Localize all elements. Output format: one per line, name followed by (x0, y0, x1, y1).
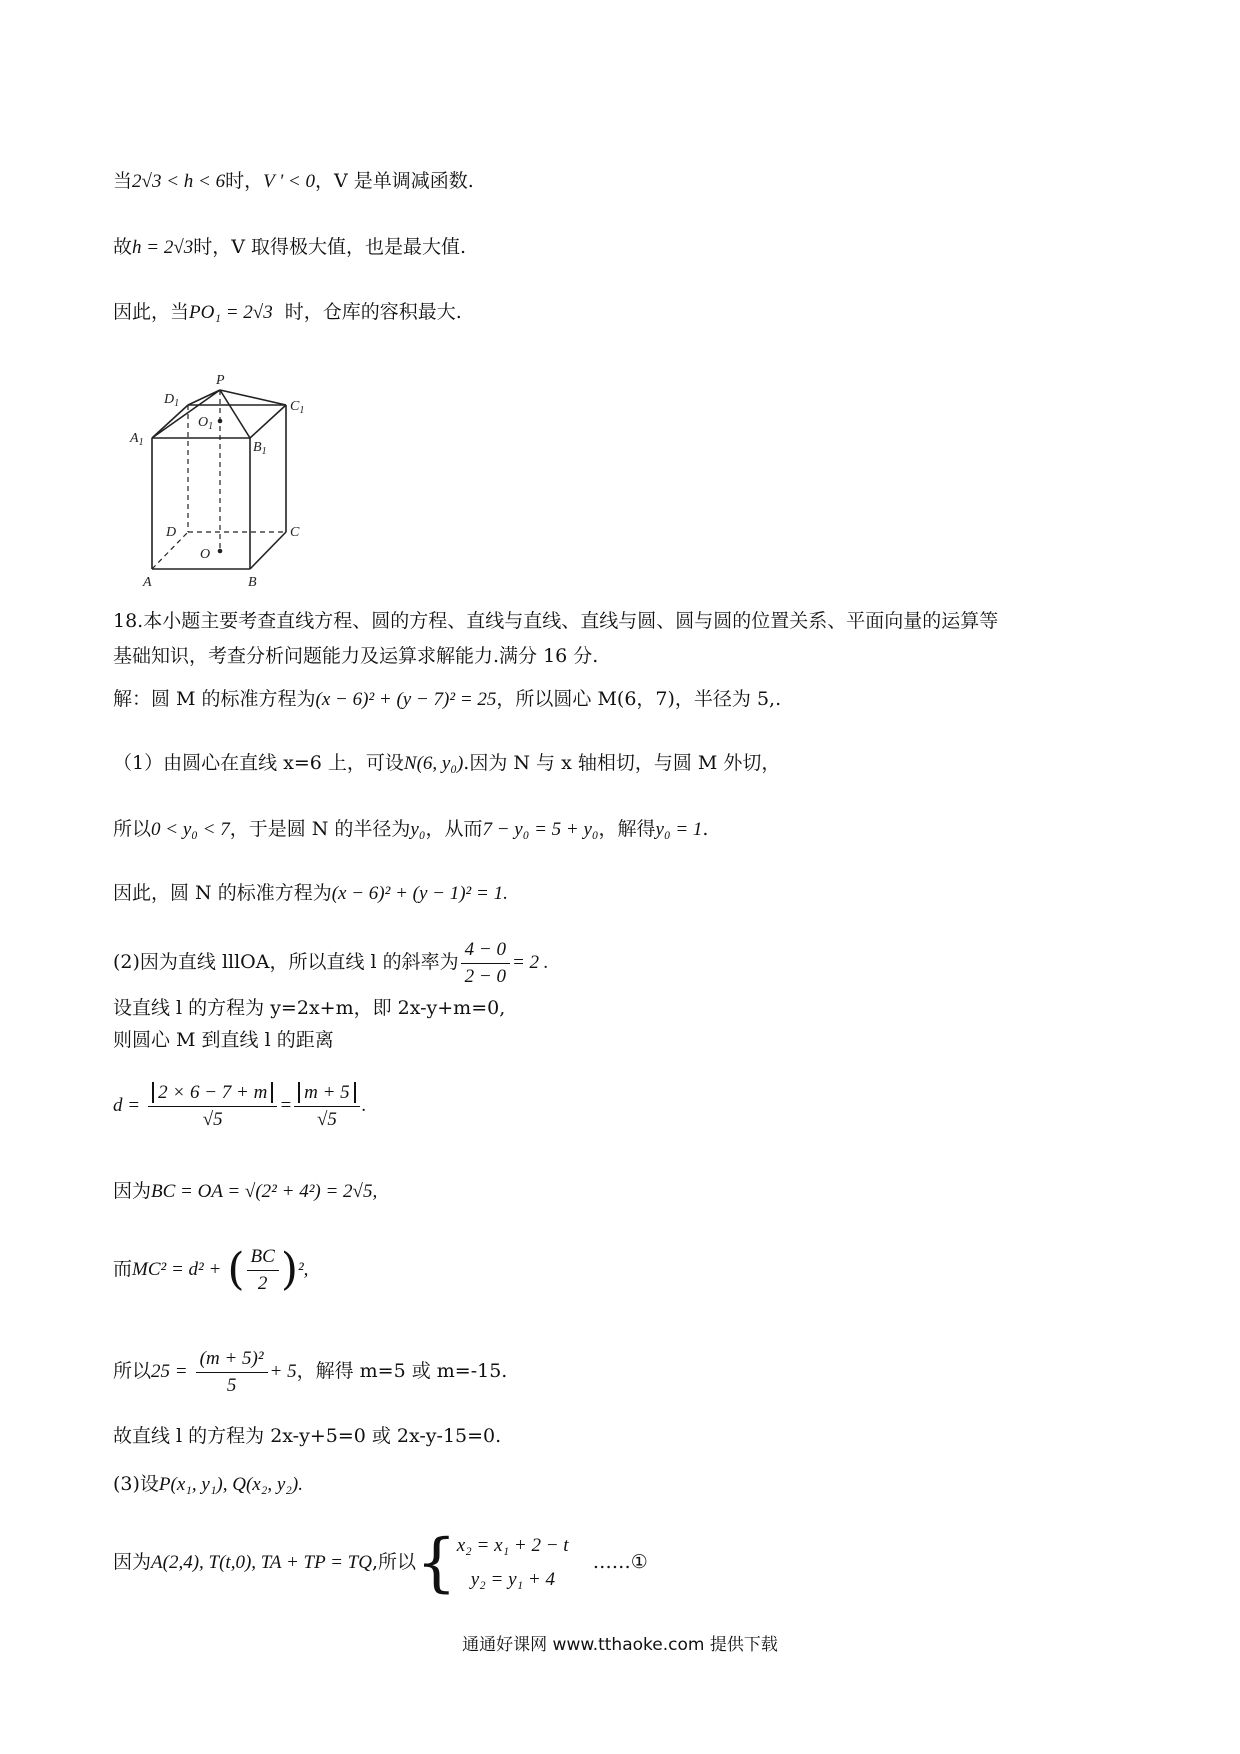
page-footer: 通通好课网 www.tthaoke.com 提供下载 (462, 1635, 778, 1655)
text: （1）由圆心在直线 x=6 上，可设 (113, 752, 404, 774)
distance-lhs: d = (113, 1095, 141, 1116)
slope-fraction (461, 937, 510, 990)
text: .因为 N 与 x 轴相切，与圆 M 外切， (463, 752, 781, 774)
text: 时， (225, 170, 264, 192)
text: ，于是圆 N 的半径为 (229, 818, 411, 840)
square-suffix: ², (297, 1259, 309, 1280)
text: ，解得 (598, 818, 656, 840)
para-max (113, 234, 466, 261)
label-P: P (216, 373, 225, 388)
text: 所以 (113, 1360, 152, 1382)
label-B1: $B_1$ (253, 440, 267, 457)
text: ，从而 (425, 818, 483, 840)
text: 而 (113, 1258, 133, 1280)
part3-points (113, 1471, 303, 1498)
distance-fraction-2 (294, 1080, 360, 1133)
circle-m-equation: (x − 6)² + (y − 7)² = 25 (315, 689, 497, 710)
q18-intro-line1: 18.本小题主要考查直线方程、圆的方程、直线与直线、直线与圆、圆与圆的位置关系、平面向量的运算等 (113, 610, 999, 632)
part1-line2 (113, 816, 708, 843)
text: 时，V 取得极大值，也是最大值. (193, 236, 467, 258)
label-O: O (200, 547, 211, 562)
label-O1: $O_1$ (198, 415, 214, 432)
para-conclusion (113, 299, 462, 326)
bc-denominator: 2 (257, 1272, 268, 1294)
part2-distance-intro: 则圆心 M 到直线 l 的距离 (113, 1029, 334, 1051)
text: 时，仓库的容积最大. (284, 301, 462, 323)
solve-numerator: (m + 5)² (196, 1346, 268, 1373)
equals-sign: = (279, 1095, 293, 1116)
text: (3)设 (113, 1473, 159, 1495)
para-decreasing (113, 168, 474, 195)
label-C: C (290, 525, 300, 540)
slope-value: = 2 . (511, 952, 549, 973)
denominator-1: √5 (202, 1108, 223, 1130)
text: ，所以圆心 M(6，7)，半径为 5,. (496, 688, 782, 710)
label-A: A (143, 575, 152, 590)
period: . (361, 1095, 367, 1116)
system-eq-1: x₂ = x₁ + 2 − t (456, 1535, 569, 1556)
slope-numerator: 4 − 0 (461, 937, 510, 964)
label-D: D (166, 525, 177, 540)
y0-range-expr: 0 < y₀ < 7 (151, 819, 230, 840)
text: 解：圆 M 的标准方程为 (113, 688, 316, 710)
equation-system (457, 1529, 569, 1597)
text: 因此，当 (113, 301, 190, 323)
label-A1: $A_1$ (130, 431, 144, 448)
text: ，V 是单调减函数. (315, 170, 474, 192)
text: ,所以 (371, 1551, 417, 1573)
text: 当 (113, 170, 133, 192)
warehouse-figure (128, 368, 348, 590)
abs-numerator-1: 2 × 6 − 7 + m (152, 1082, 273, 1103)
text: 因此，圆 N 的标准方程为 (113, 882, 332, 904)
y0-solution: y₀ = 1 (655, 819, 703, 840)
point-n-expr: N(6, y₀) (403, 753, 464, 774)
condition-expr: 2√3 < h < 6 (132, 171, 226, 192)
part2-slope (113, 934, 549, 991)
po1-expr: PO₁ = 2√3 (189, 302, 273, 323)
mc-relation: 而MC² = d² + ( $\frac{BC}{2}$ )², (113, 1244, 309, 1295)
text: 因为 (113, 1180, 152, 1202)
distance-fraction-1 (148, 1080, 277, 1133)
text: 所以 (113, 818, 152, 840)
solve-fraction (196, 1346, 268, 1399)
part1-line3 (113, 880, 508, 907)
y0-equation: 7 − y₀ = 5 + y₀ (482, 819, 599, 840)
abs-numerator-2: m + 5 (298, 1082, 356, 1103)
label-B: B (248, 575, 257, 590)
part3-vectors: 因为A(2,4), T(t,0), TA + TP = TQ,所以{ x₂ = x₁ + 2 − t y₂ = y₁ + 4 ……① (113, 1526, 648, 1600)
system-eq-2: y₂ = y₁ + 4 (470, 1569, 555, 1590)
derivative-expr: V ' < 0 (263, 171, 316, 192)
text: . (702, 818, 709, 840)
distance-formula (113, 1070, 366, 1141)
bc-half-fraction (247, 1244, 279, 1297)
mc-lhs: MC² = d² + (132, 1259, 222, 1280)
text: 故 (113, 236, 133, 258)
solve-lhs: 25 = (151, 1361, 188, 1382)
label-C1: $C_1$ (290, 399, 305, 416)
points-pq-expr: P(x₁, y₁), Q(x₂, y₂). (158, 1474, 303, 1495)
vector-expr: A(2,4), T(t,0), TA + TP = TQ (151, 1552, 372, 1573)
solve-denominator: 5 (226, 1374, 237, 1396)
text: (2)因为直线 lllOA，所以直线 l 的斜率为 (113, 951, 459, 973)
equation-tag: ……① (592, 1551, 648, 1573)
part1-line1 (113, 750, 780, 777)
q18-intro-line2: 基础知识，考查分析问题能力及运算求解能力.满分 16 分. (113, 645, 599, 667)
text: 因为 (113, 1551, 152, 1573)
circle-n-equation: (x − 6)² + (y − 1)² = 1. (331, 883, 508, 904)
y0-expr: y₀ (410, 819, 426, 840)
slope-denominator: 2 − 0 (464, 965, 506, 987)
h-value-expr: h = 2√3 (132, 237, 194, 258)
text: ，解得 m=5 或 m=-15. (296, 1360, 508, 1382)
part2-line-eq: 设直线 l 的方程为 y=2x+m，即 2x-y+m=0, (113, 997, 506, 1019)
bc-numerator: BC (247, 1244, 279, 1271)
bc-expr: BC = OA = √(2² + 4²) = 2√5, (151, 1181, 378, 1202)
label-D1: $D_1$ (164, 392, 180, 409)
solve-m (113, 1336, 507, 1407)
denominator-2: √5 (316, 1108, 337, 1130)
bc-length (113, 1178, 377, 1205)
solution-circle-m (113, 686, 781, 713)
line-l-equations: 故直线 l 的方程为 2x-y+5=0 或 2x-y-15=0. (113, 1425, 502, 1447)
solve-plus: + 5 (269, 1361, 297, 1382)
